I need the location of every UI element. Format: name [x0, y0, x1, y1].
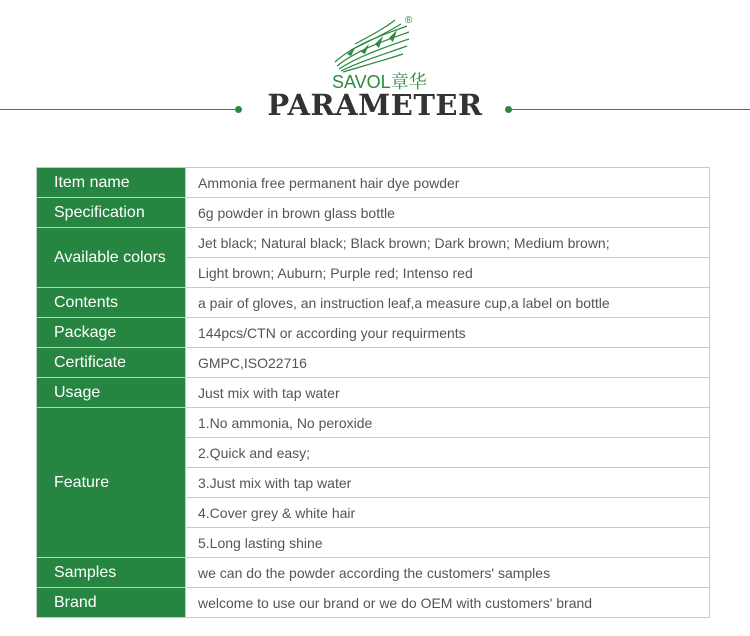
table-row [37, 228, 710, 258]
parameter-value: 2.Quick and easy; [186, 438, 710, 468]
title-rule-left [0, 109, 238, 110]
table-row [37, 588, 710, 618]
table-row [37, 408, 710, 438]
parameter-label: Samples [37, 558, 186, 588]
table-row [37, 198, 710, 228]
parameter-value: we can do the powder according the customers' samples [186, 558, 710, 588]
parameter-label: Feature [37, 408, 186, 558]
parameter-label: Item name [37, 168, 186, 198]
logo-latin: SAVOL [332, 72, 391, 92]
parameter-value: a pair of gloves, an instruction leaf,a measure cup,a label on bottle [186, 288, 710, 318]
parameter-label: Specification [37, 198, 186, 228]
parameter-table-body [37, 168, 710, 618]
title-dot-left [235, 106, 242, 113]
table-row [37, 168, 710, 198]
parameter-value: 1.No ammonia, No peroxide [186, 408, 710, 438]
parameter-value: 3.Just mix with tap water [186, 468, 710, 498]
parameter-label: Brand [37, 588, 186, 618]
parameter-table [36, 167, 710, 618]
logo-chinese: 章华 [390, 72, 427, 92]
table-row [37, 378, 710, 408]
parameter-label: Usage [37, 378, 186, 408]
table-row [37, 558, 710, 588]
parameter-label: Available colors [37, 228, 186, 288]
parameter-value: GMPC,ISO22716 [186, 348, 710, 378]
parameter-label: Certificate [37, 348, 186, 378]
parameter-value: welcome to use our brand or we do OEM with customers' brand [186, 588, 710, 618]
parameter-label: Package [37, 318, 186, 348]
parameter-value: 6g powder in brown glass bottle [186, 198, 710, 228]
parameter-value: 144pcs/CTN or according your requirments [186, 318, 710, 348]
registered-mark: ® [405, 15, 413, 26]
parameter-value: 4.Cover grey & white hair [186, 498, 710, 528]
table-row [37, 318, 710, 348]
parameter-value: Ammonia free permanent hair dye powder [186, 168, 710, 198]
title-rule-right [510, 109, 750, 110]
parameter-value: 5.Long lasting shine [186, 528, 710, 558]
page-title: PARAMETER [267, 88, 483, 122]
parameter-label: Contents [37, 288, 186, 318]
table-row [37, 348, 710, 378]
table-row [37, 288, 710, 318]
parameter-value: Light brown; Auburn; Purple red; Intenso red [186, 258, 710, 288]
parameter-value: Just mix with tap water [186, 378, 710, 408]
parameter-value: Jet black; Natural black; Black brown; Dark brown; Medium brown; [186, 228, 710, 258]
